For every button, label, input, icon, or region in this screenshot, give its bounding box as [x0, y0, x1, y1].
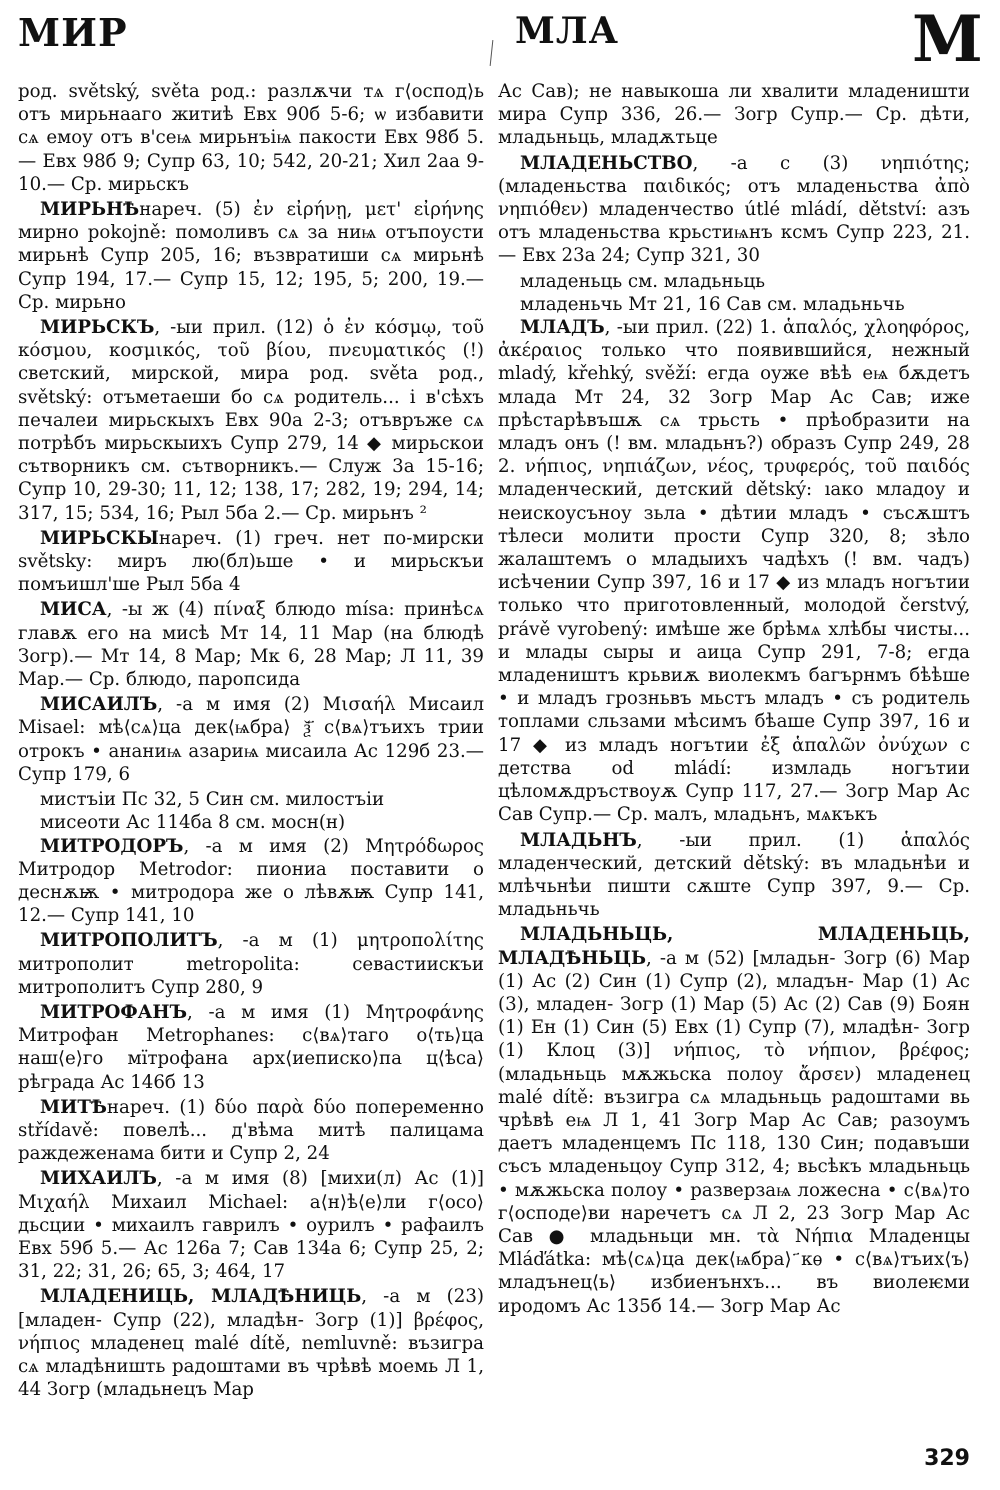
cross-reference — [18, 811, 484, 834]
entry-text: , -а м (23) [младен- Супр (22), младѣн- Зогр (1)] βρέφος, νήπιος младенец malé dítě, nemluvně: възигра сѧ младѣништь радоштами въ чрѣвѣ моемь Л 1, 44 Зогр (младьнецъ Мар — [18, 1286, 484, 1401]
dictionary-entry — [498, 923, 970, 1317]
dictionary-entry — [18, 1285, 484, 1401]
headword: МИТРОПОЛИТЪ — [40, 930, 218, 952]
entry-text: , -а м имя (2) Μισαήλ Мисаил Misael: мѣ⟨сѧ⟩ца дек⟨ѩбра⟩ ѯ҃ с⟨вѧ⟩тъихъ трии отрокъ • ананиѩ азариѩ мисаила Ас 129б 23.— Супр 179, 6 — [18, 694, 484, 785]
headword: МИТРОДОРЪ — [40, 835, 184, 857]
entry-text: нареч. (1) греч. нет по-мирски světsky: миръ лю(бл)ьше • и мирьскъи помъишл'ше Рыл 5ба 4 — [18, 527, 484, 596]
dictionary-entry — [18, 316, 484, 525]
headword: МИСАИЛЪ — [40, 694, 158, 716]
entry-text: , -а м имя (8) [михи(л) Ас (1)] Μιχαήλ Михаил Michael: а⟨н⟩ѣ⟨е⟩ли г⟨осо⟩дьсции • михаилъ гаврилъ • оурилъ • рафаилъ Евх 59б 5.— Ас 126а 7; Сав 134а 6; Супр 25, 2; 31, 22; 31, 26; 65, 3; 464, 17 — [18, 1168, 484, 1283]
entry-text: нареч. (1) δύο παρὰ δύο попеременно střídavě: повелѣ... д'вѣма митѣ палицама раждеженама бити и Супр 2, 24 — [18, 1096, 484, 1165]
headword: МЛАДЕНИЦЬ, МЛАДѢНИЦЬ — [40, 1286, 362, 1308]
headword: МИРЬСКЪ — [40, 317, 155, 339]
entry-text: нареч. (5) ἐν εἰρήνῃ, μετ' εἰρήνης мирно pokojně: помоливъ сѧ за ниѩ отъпоусти мирьнѣ Супр 205, 16; възвратиши сѧ мирьнѣ Супр 194, 17.— Супр 15, 12; 195, 5; 200, 19.— Ср. мирьно — [18, 199, 484, 313]
right-column — [498, 80, 970, 1320]
entry-text: , -ыи прил. (22) 1. ἁπαλός, χλοηφόρος, ἀκέραιος только что появившийся, нежный mladý, křehký, svěží: егда оуже вѣѣ еѩ бѫдетъ млада Мт 24, 32 Зогр Мар Ас Сав; иже прѣстарѣвъшѫ сѧ трьсть • прѣобразити на младъ онъ (! вм. младьнъ?) образъ Супр 249, 28 2. νήπιος, νηπιάζων, νέος, τρυφερός, τοῦ παιδός младенческий, детский dětský: ıако младоу и неискоусъноу зьла • дѣтии младъ • съсѫштъ тѣлеси молити прости Супр 320, 8; зѣло жалаштемъ о младыихъ чадѣхъ (! вм. чадъ) исѣчении Супр 397, 16 и 17 ◆ из младъ ногътии только что приготовленный, молодой čerstvý, právě vyrobený: имѣше же брѣмѧ хлѣбы чисты... и млады сыры и аица Супр 291, 7-8; егда младеништъ крьвиѫ виолекмъ багърнмъ бѣѣше • и младъ грозньвъ мьстъ младъ • съ родитель топлами сльзами мѣсимъ бѣаше Супр 397, 16 и 17 ◆ из младъ ногътии ἐξ ἁπαλῶν ὀνύχων с детства od mládí: измладь ногътии цѣломѫдръствоуѫ Супр 117, 27.— Зогр Мар Ас Сав Супр.— Ср. малъ, младьнъ, мѧкъкъ — [498, 317, 970, 826]
dictionary-entry — [498, 829, 970, 922]
dictionary-entry — [18, 80, 484, 196]
headword: МЛАДЕНЬСТВО — [520, 152, 693, 174]
dictionary-entry — [498, 316, 970, 826]
headword: МИТѢ — [40, 1096, 107, 1118]
headword: МЛАДЬНЬЦЬ, МЛАДЕНЬЦЬ, МЛАДѢНЬЦЬ — [498, 924, 970, 969]
headword: МЛАДЬНЪ — [520, 829, 637, 851]
entry-text: , -ы ж (4) πίναξ блюдо mísa: принѣсѧ главѫ его на мисѣ Мт 14, 11 Мар (на блюдѣ Зогр).— Мт 14, 8 Мар; Мк 6, 28 Мар; Л 11, 39 Мар.— Ср. блюдо, паропсида — [18, 599, 484, 691]
headword: МИРЬСКЫ — [40, 527, 159, 549]
dictionary-entry — [498, 80, 970, 150]
dictionary-entry — [18, 1167, 484, 1283]
entry-text: , -а м (52) [младьн- Зогр (6) Мар (1) Ас (2) Син (1) Супр (2), младън- Мар (1) Ас (3), младен- Зогр (1) Мар (5) Ас (2) Сав (9) Боян (1) Ен (1) Син (5) Евх (1) Супр (7), младѣн- Зогр (1) Клоц (3)] νήπιος, τὸ νήπιον, βρέφος; (младьньць мѫжьска полоу ἄρσεν) младенец malé dítě: възигра сѧ младьньць радоштами вь чрѣвѣ еѩ Л 1, 41 Зогр Мар Ас Сав; разоумъ даетъ младенцемъ Пс 118, 130 Син; подавъши съсъ младеньцоу Супр 312, 4; вьсѣкъ младьньць • мѫжьска полоу • разверзаѩ ложесна • с⟨вѧ⟩то г⟨осподе⟩ви наречетъ сѧ Л 2, 23 Зогр Мар Ас Сав ● младьньци мн. τὰ Νήπια Младенцы Mláďátka: мѣ⟨сѧ⟩ца дек⟨ѩбра⟩ ҃кѳ • с⟨вѧ⟩тъих⟨ъ⟩ младънец⟨ь⟩ избиенънхъ... въ виолеѥми иродомъ Ас 135б 14.— Зогр Мар Ас — [498, 947, 970, 1317]
column-divider-mark — [490, 40, 494, 66]
dictionary-entry — [18, 198, 484, 314]
entry-text: , -а м имя (2) Μητρόδωρος Митродор Metrodor: пиониа поставити о деснѫѭ • митродора же о лѣвѫѭ Супр 141, 12.— Супр 141, 10 — [18, 835, 484, 927]
entry-text: младеньць см. младьньць — [520, 270, 766, 292]
entry-text: Ас Сав); не навыкоша ли хвалити младеништи мира Супр 336, 26.— Зогр Супр.— Ср. дѣти, младьньць, младѫтьце — [498, 81, 970, 149]
entry-text: род. světský, světa род.: разлѫчи тѧ г⟨оспод⟩ь отъ мирьнааго житиѣ Евх 90б 5-6; ѡ избавити сѧ емоу отъ в'сеѩ мирьнъіѩ пакости Евх 98б 5.— Евх 98б 9; Супр 63, 10; 542, 20-21; Хил 2аа 9-10.— Ср. мирьскъ — [18, 81, 484, 195]
headword: МИСА — [40, 599, 107, 621]
headword: МИРЬНѢ — [40, 199, 140, 221]
entry-text: , -а м (1) μητροπολίτης митрополит metropolita: севастиискъи митрополитъ Супр 280, 9 — [18, 930, 484, 998]
dictionary-entry — [18, 693, 484, 786]
entry-text: , -а с (3) νηπιότης; (младеньства παιδικός; отъ младеньства ἀπὸ νηπιόθεν) младенчество útlé mládí, dětství: азъ отъ младеньства крьстиѩнъ ксмъ Супр 223, 21.— Евх 23а 24; Супр 321, 30 — [498, 152, 970, 267]
headword: МИТРОФАНЪ — [40, 1001, 188, 1023]
dictionary-entry — [498, 152, 970, 268]
dictionary-entry — [18, 1001, 484, 1094]
running-head-center: МЛА — [515, 10, 620, 52]
cross-reference — [498, 270, 970, 293]
dictionary-entry — [18, 527, 484, 597]
dictionary-entry — [18, 929, 484, 999]
entry-text: , -а м имя (1) Μητροφάνης Митрофан Metrophanes: с⟨вѧ⟩таго о⟨ть⟩ца наш⟨е⟩го мїтрофана арх⟨иеписко⟩па ц⟨ѣса⟩рѣграда Ас 146б 13 — [18, 1001, 484, 1093]
dictionary-entry — [18, 835, 484, 928]
headword: МИХАИЛЪ — [40, 1168, 157, 1190]
cross-reference — [18, 788, 484, 811]
left-column — [18, 80, 484, 1403]
entry-text: , -ыи прил. (12) ὁ ἐν κόσμῳ, τοῦ κόσμου, κοσμικός, τοῦ βίου, πνευματικός (!) светский, мирской, мира род. světa род., světský: отъметаеши бо сѧ родитель... і в'сѣхъ печалеи мирьскыхъ Евх 90а 2-3; отъвръже сѧ потрѣбъ мирьскыихъ Супр 279, 14 ◆ мирьскои сътворникъ см. сътворникъ.— Служ 3а 15-16; Супр 10, 29-30; 11, 12; 138, 17; 282, 19; 294, 14; 317, 15; 534, 16; Рыл 5ба 2.— Ср. мирьнъ ² — [18, 317, 484, 524]
entry-text: мисеоти Ас 114ба 8 см. мосн(н) — [40, 812, 346, 834]
running-head-left: МИР — [18, 10, 128, 55]
entry-text: младеньчь Мт 21, 16 Сав см. младьньчь — [520, 293, 905, 315]
dictionary-entry — [18, 598, 484, 691]
dictionary-entry — [18, 1096, 484, 1166]
entry-text: мистъіи Пс 32, 5 Син см. милостъіи — [40, 789, 385, 811]
headword: МЛАДЪ — [520, 317, 605, 339]
cross-reference — [498, 293, 970, 316]
page-number: 329 — [924, 1446, 970, 1471]
entry-text: , -ыи прил. (1) ἁπαλός младенческий, детский dětský: въ младьнѣи и млѣчьнѣи пишти сѫште Супр 397, 9.— Ср. младьньчь — [498, 829, 970, 921]
section-letter: М — [912, 2, 983, 77]
